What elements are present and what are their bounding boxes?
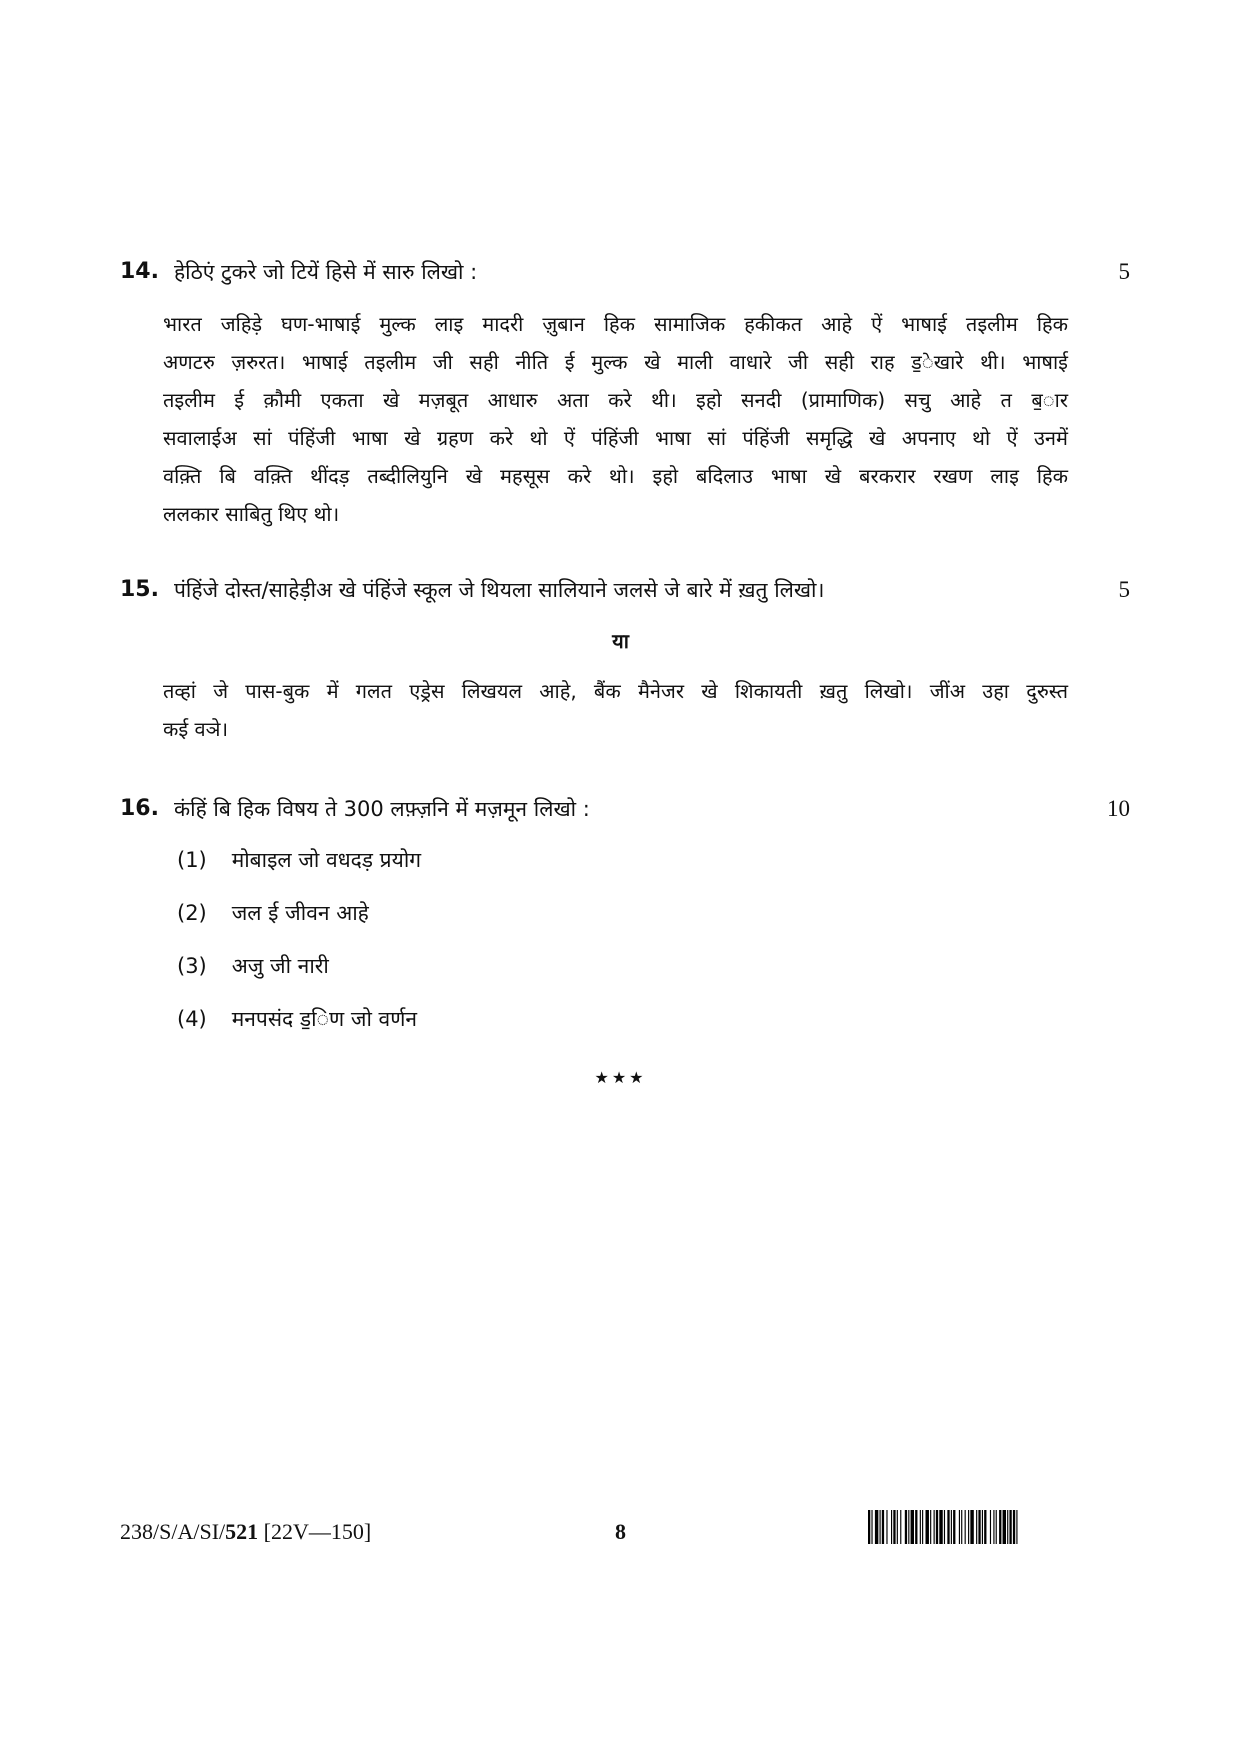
barcode-bar xyxy=(965,1510,966,1544)
option-text: जल ई जीवन आहे xyxy=(231,901,369,925)
barcode-bar xyxy=(900,1510,901,1544)
barcode-bar xyxy=(1003,1510,1006,1544)
alternative-line: कई वञे। xyxy=(163,717,229,741)
page-number: 8 xyxy=(615,1519,626,1544)
barcode-bar xyxy=(1007,1510,1008,1544)
passage-line: अणटरु ज़रुरत। भाषाई तइलीम जी सही नीति ई मुल्क खे माली वाधारे जी सही राह ड॒ेखारे थी। भाषाई xyxy=(163,350,1068,374)
barcode-bar xyxy=(893,1510,895,1544)
essay-option xyxy=(177,846,421,874)
barcode-bar xyxy=(915,1510,917,1544)
barcode-bar xyxy=(982,1510,983,1544)
option-number: (2) xyxy=(177,901,207,925)
barcode-bar xyxy=(920,1510,921,1544)
barcode-bar xyxy=(968,1510,969,1544)
question-marks: 5 xyxy=(1118,259,1130,284)
barcode-bar xyxy=(939,1510,942,1544)
passage-line: सवालाईअ सां पंहिंजी भाषा खे ग्रहण करे थो ऐं पंहिंजी भाषा सां पंहिंजी समृद्धि खे अपनाए थो ऐं उनमें xyxy=(163,426,1068,450)
question-prompt: कंहिं बि हिक विषय ते 300 लफ़्ज़नि में मज़मून लिखो : xyxy=(174,797,590,821)
barcode-bar xyxy=(1013,1510,1015,1544)
question-marks: 5 xyxy=(1118,577,1130,602)
barcode-bar xyxy=(978,1510,980,1544)
barcode-bar xyxy=(882,1510,884,1544)
option-text: अजु जी नारी xyxy=(231,954,329,978)
barcode-bar xyxy=(868,1510,870,1544)
passage-line: भारत जहिड़े घण-भाषाई मुल्क लाइ मादरी ज़ुबान हिक सामाजिक हकीकत आहे ऐं भाषाई तइलीम हिक xyxy=(163,312,1068,336)
barcode-bar xyxy=(934,1510,935,1544)
essay-option xyxy=(177,899,369,927)
option-text: मनपसंद ड॒िण जो वर्णन xyxy=(231,1007,418,1031)
barcode-bar xyxy=(999,1510,1001,1544)
barcode-bar xyxy=(886,1510,887,1544)
barcode-bar xyxy=(922,1510,923,1544)
question-15-alternative xyxy=(163,672,1068,748)
barcode-bar xyxy=(1009,1510,1011,1544)
barcode-bar xyxy=(905,1510,907,1544)
barcode-bar xyxy=(875,1510,878,1544)
question-marks: 10 xyxy=(1107,796,1130,821)
barcode-bar xyxy=(908,1510,909,1544)
question-prompt: हेठिएं टुकरे जो टियें हिसे में सारु लिखो : xyxy=(174,260,478,284)
barcode-bar xyxy=(930,1510,931,1544)
barcode-bar xyxy=(976,1510,977,1544)
option-number: (1) xyxy=(177,848,207,872)
passage-line: ललकार साबितु थिए थो। xyxy=(163,502,340,526)
barcode-bar xyxy=(944,1510,945,1544)
barcode-bar xyxy=(871,1510,872,1544)
option-number: (4) xyxy=(177,1007,207,1031)
essay-option xyxy=(177,952,329,980)
paper-code-prefix: 238/S/A/SI/ xyxy=(120,1519,226,1544)
or-separator: या xyxy=(612,629,629,653)
barcode-bar xyxy=(926,1510,929,1544)
barcode-bar xyxy=(953,1510,955,1544)
barcode-bar xyxy=(993,1510,994,1544)
question-prompt: पंहिंजे दोस्त/साहेड़ीअ खे पंहिंजे स्कूल जे थियला सालियाने जलसे जे बारे में ख़तु लिखो। xyxy=(174,578,825,602)
question-number: 14. xyxy=(120,259,159,284)
paper-code-number: 521 xyxy=(225,1519,259,1544)
barcode-bar xyxy=(911,1510,914,1544)
barcode-icon xyxy=(868,1510,1130,1544)
barcode-bar xyxy=(984,1510,986,1544)
barcode-bar xyxy=(970,1510,973,1544)
question-number: 15. xyxy=(120,577,159,602)
barcode-bar xyxy=(947,1510,949,1544)
barcode-bar xyxy=(959,1510,960,1544)
barcode-bar xyxy=(891,1510,892,1544)
passage-line: तइलीम ई क़ौमी एकता खे मज़बूत आधारु अता करे थी। इहो सनदी (प्रामाणिक) सचु आहे त ब॒ार xyxy=(163,388,1068,412)
essay-option xyxy=(177,1005,417,1033)
barcode-bar xyxy=(936,1510,938,1544)
barcode-bar xyxy=(990,1510,991,1544)
barcode-bar xyxy=(880,1510,881,1544)
barcode-bar xyxy=(1016,1510,1017,1544)
paper-code-suffix: [22V—150] xyxy=(258,1519,372,1544)
barcode-bar xyxy=(951,1510,952,1544)
end-of-paper-stars: ★★★ xyxy=(594,1068,647,1087)
option-number: (3) xyxy=(177,954,207,978)
option-text: मोबाइल जो वधदड़ प्रयोग xyxy=(231,848,422,872)
barcode-bar xyxy=(996,1510,997,1544)
question-14-passage xyxy=(163,305,1068,533)
passage-line: वक़्ति बि वक़्ति थींदड़ तब्दीलियुनि खे महसूस करे थो। इहो बदिलाउ भाषा खे बरकरार रखण लाइ हिक xyxy=(163,464,1068,488)
barcode-bar xyxy=(897,1510,898,1544)
alternative-line: तव्हां जे पास-बुक में गलत एड्रेस लिखयल आहे, बैंक मैनेजर खे शिकायती ख़तु लिखो। जींअ उहा दुरुस्त xyxy=(163,679,1068,703)
question-number: 16. xyxy=(120,796,159,821)
barcode-bar xyxy=(961,1510,962,1544)
